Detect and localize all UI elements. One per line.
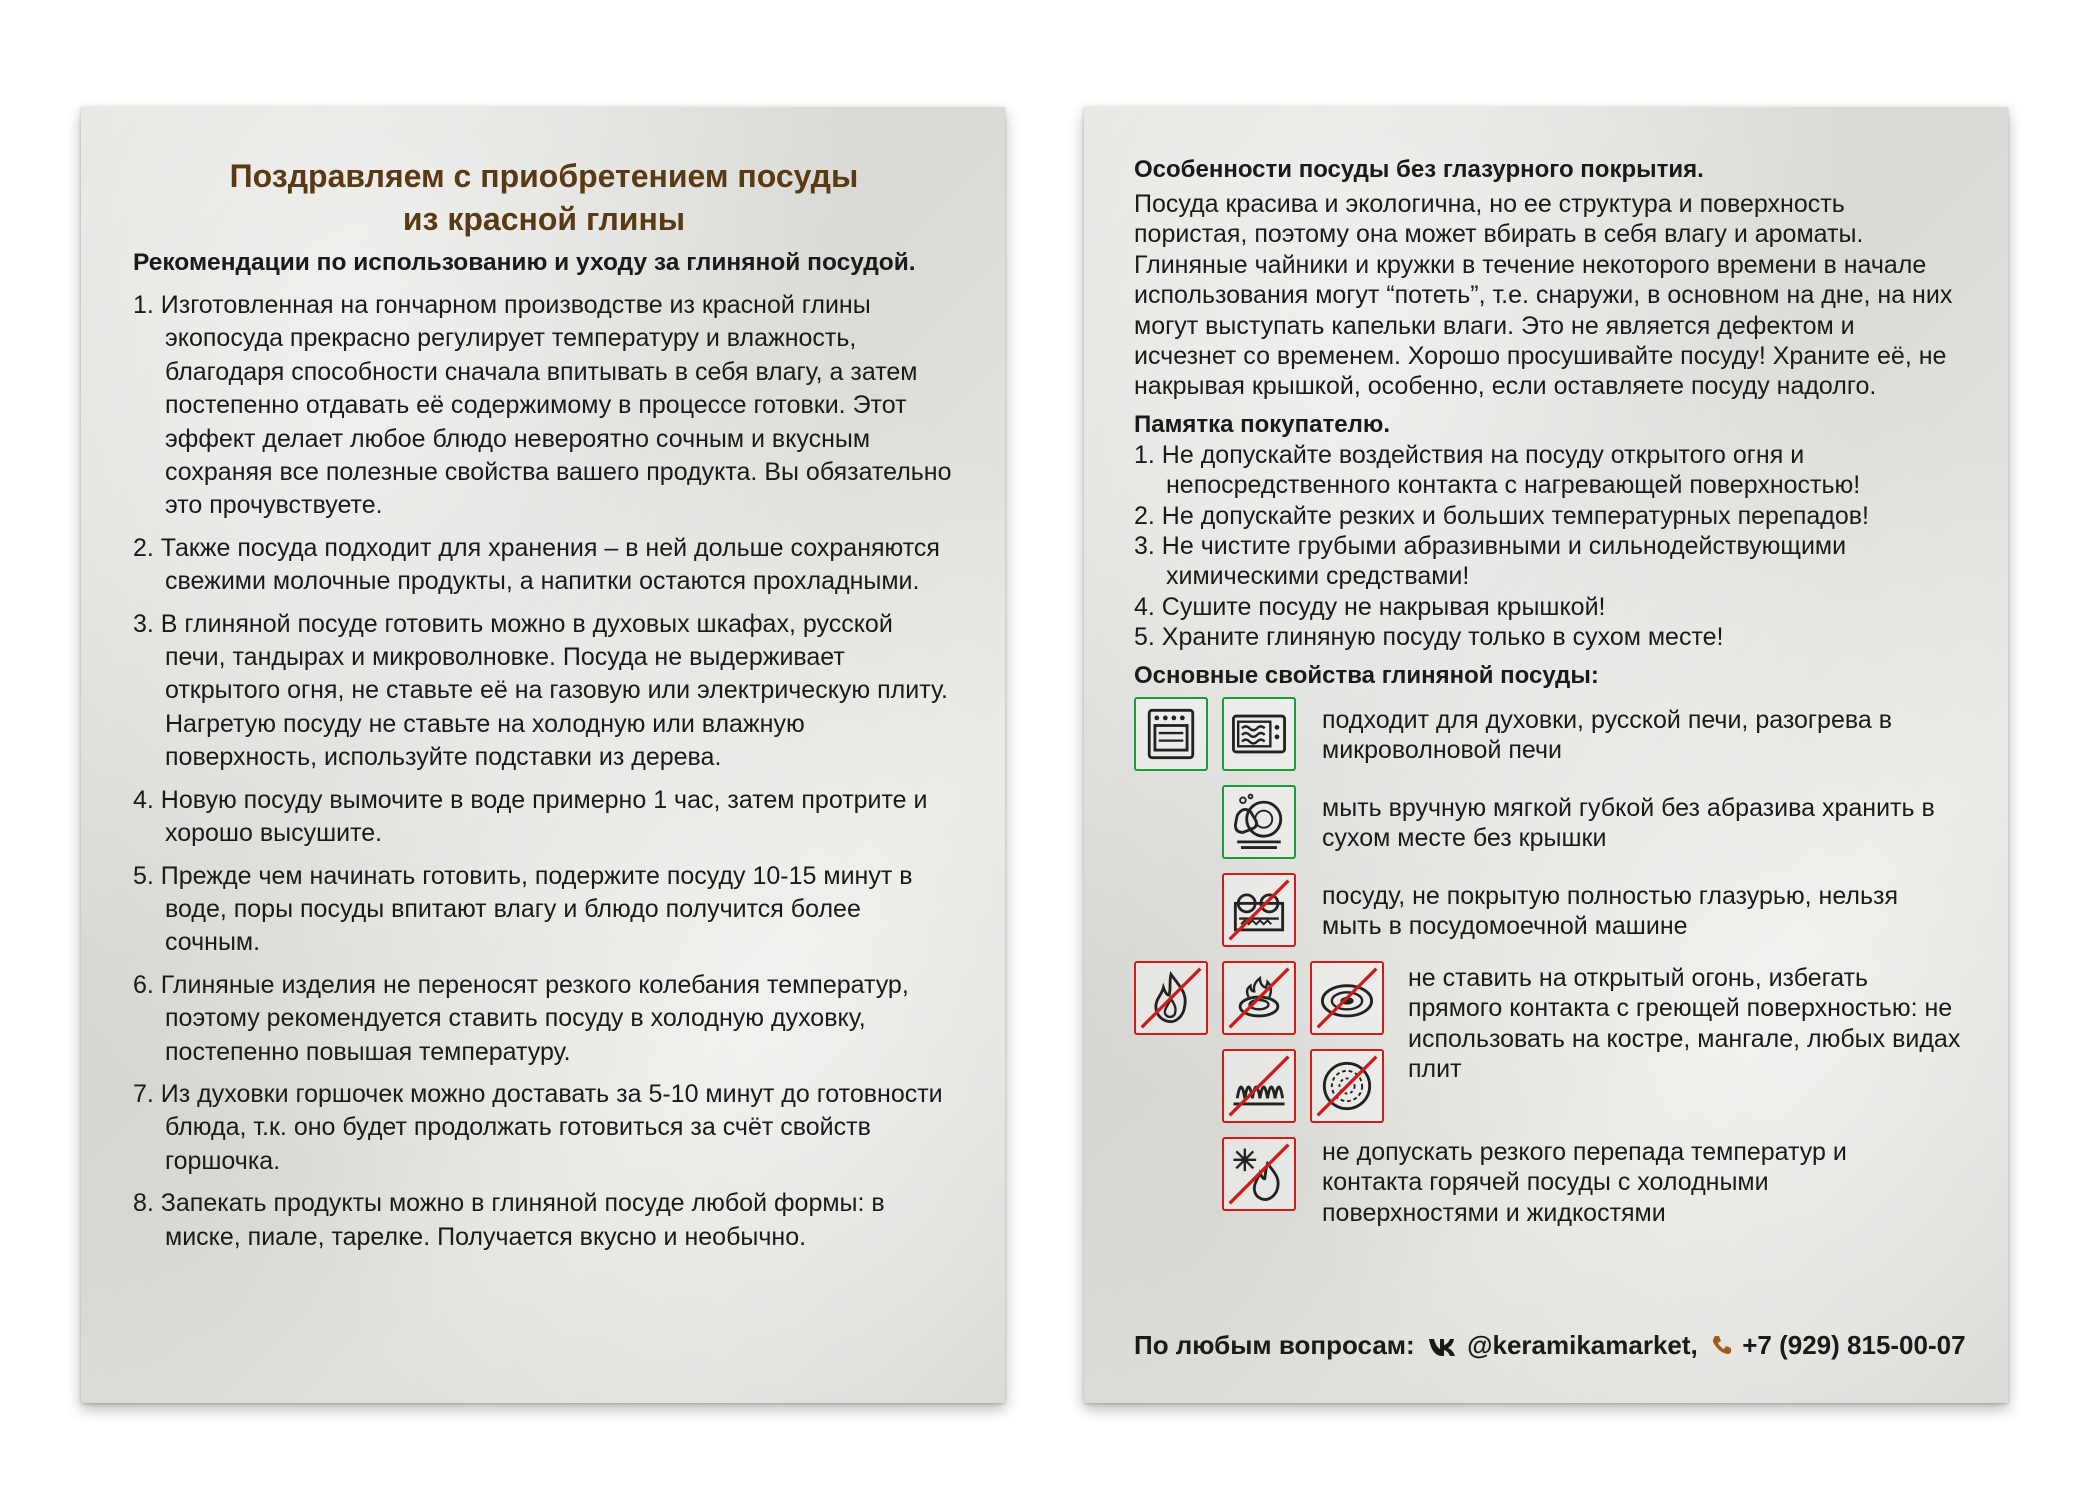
- vk-handle[interactable]: @keramikamarket,: [1467, 1329, 1698, 1360]
- fire-property-text: не ставить на открытый огонь, избегать прямого контакта с греющей поверхностью: не использовать на костре, мангале, любых видах плит: [1408, 963, 1961, 1083]
- memo-list: [1134, 440, 1960, 653]
- phone-icon: [1711, 1331, 1733, 1363]
- temperature-property-text: не допускать резкого перепада температур и контакта горячей посуды с холодными поверхностями и жидкостями: [1322, 1137, 1847, 1227]
- list-item: 5. Храните глиняную посуду только в сухом месте!: [1134, 623, 1724, 652]
- title-line-2: из красной глины: [402, 201, 686, 237]
- recommendations-list: [133, 289, 955, 1254]
- contacts-label: По любым вопросам:: [1134, 1329, 1415, 1360]
- vk-icon: [1428, 1331, 1458, 1363]
- right-leaflet-page: [1084, 107, 2008, 1403]
- list-item: 8. Запекать продукты можно в глиняной посуде любой формы: в миске, пиале, тарелке. Получается вкусно и необычно.: [133, 1189, 885, 1251]
- dishwasher-property-text: посуду, не покрытую полностью глазурью, нельзя мыть в посудомоечной машине: [1322, 881, 1899, 941]
- oven-icon: [1134, 697, 1208, 771]
- no-electric-stove-icon: [1310, 961, 1384, 1035]
- hand-wash-icon: [1222, 785, 1296, 859]
- list-item: 2. Также посуда подходит для хранения – в ней дольше сохраняются свежими молочные продукты, а напитки остаются прохладными.: [133, 533, 940, 596]
- no-gas-stove-icon: [1222, 961, 1296, 1035]
- no-temperature-shock-icon: [1222, 1137, 1296, 1211]
- list-item: 1. Не допускайте воздействия на посуду открытого огня и непосредственного контакта с нагревающей поверхностью!: [1134, 440, 1861, 500]
- no-induction-hob-icon: [1310, 1049, 1384, 1123]
- properties-block: [1134, 697, 1960, 1247]
- list-item: 6. Глиняные изделия не переносят резкого колебания температур, поэтому рекомендуется ставить посуду в холодную духовку, постепенно повышая температуру.: [133, 970, 909, 1066]
- page-title: [133, 155, 955, 241]
- microwave-icon: [1222, 697, 1296, 771]
- memo-heading: Памятка покупателю.: [1134, 410, 1391, 438]
- properties-heading: Основные свойства глиняной посуды:: [1134, 661, 1599, 689]
- unglazed-paragraph: Посуда красива и экологична, но ее структура и поверхность пористая, поэтому она может вбирать в себя влагу и ароматы. Глиняные чайники и кружки в течение некоторого времени в начале использования могут “потеть”, т.е. снаружи, в основном на дне, на них могут выступать капельки влаги. Это не является дефектом и исчезнет со временем. Хорошо просушивайте посуду! Храните её, не накрывая крышкой, особенно, если оставляете посуду надолго.: [1134, 190, 1953, 401]
- contacts-footer: [1134, 1329, 1966, 1363]
- no-coil-heater-icon: [1222, 1049, 1296, 1123]
- left-leaflet-page: [81, 107, 1005, 1403]
- list-item: 2. Не допускайте резких и больших температурных перепадов!: [1134, 501, 1869, 530]
- phone-number[interactable]: +7 (929) 815-00-07: [1742, 1329, 1966, 1360]
- list-item: 4. Новую посуду вымочите в воде примерно 1 час, затем протрите и хорошо высушите.: [133, 785, 928, 848]
- list-item: 5. Прежде чем начинать готовить, подержите посуду 10-15 минут в воде, поры посуды впитают влагу и блюдо получится более сочным.: [133, 861, 913, 957]
- list-item: 3. В глиняной посуде готовить можно в духовых шкафах, русской печи, тандырах и микроволновке. Посуда не выдерживает открытого огня, не ставьте её на газовую или электрическую плиту. Нагретую посуду не ставьте на холодную или влажную поверхность, используйте подставки из дерева.: [133, 609, 948, 772]
- no-open-fire-icon: [1134, 961, 1208, 1035]
- list-item: 1. Изготовленная на гончарном производстве из красной глины экопосуда прекрасно регулирует температуру и влажность, благодаря способности сначала впитывать в себя влагу, а затем постепенно отдавать её содержимому в процессе готовки. Этот эффект делает любое блюдо невероятно сочным и вкусным сохраняя все полезные свойства вашего продукта. Вы обязательно это прочувствуете.: [133, 291, 952, 520]
- title-line-1: Поздравляем с приобретением посуды: [229, 158, 859, 194]
- list-item: 4. Сушите посуду не накрывая крышкой!: [1134, 592, 1606, 621]
- unglazed-heading: Особенности посуды без глазурного покрытия.: [1134, 156, 1704, 183]
- no-dishwasher-icon: [1222, 873, 1296, 947]
- list-item: 3. Не чистите грубыми абразивными и сильнодействующими химическими средствами!: [1134, 532, 1847, 591]
- recommendations-heading: Рекомендации по использованию и уходу за глиняной посудой.: [133, 249, 916, 276]
- wash-property-text: мыть вручную мягкой губкой без абразива хранить в сухом месте без крышки: [1322, 793, 1935, 853]
- oven-property-text: подходит для духовки, русской печи, разогрева в микроволновой печи: [1322, 705, 1892, 765]
- list-item: 7. Из духовки горшочек можно доставать за 5-10 минут до готовности блюда, т.к. оно будет продолжать готовиться за счёт свойств горшочка.: [133, 1079, 943, 1175]
